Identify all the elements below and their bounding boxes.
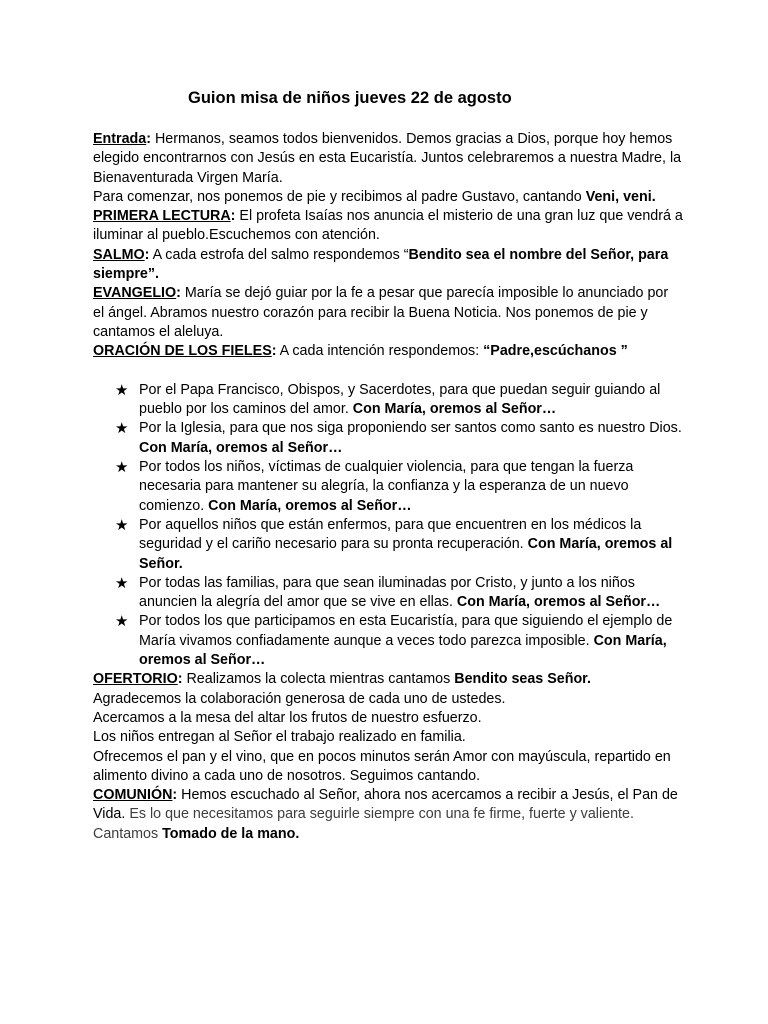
- salmo-text: A cada estrofa del salmo respondemos “: [149, 246, 409, 263]
- primera-lectura-colon: :: [230, 208, 236, 225]
- comenzar-song: Veni, veni.: [585, 188, 656, 205]
- oracion-label: ORACIÓN DE LOS FIELES: [93, 343, 272, 360]
- intencion-response: Con María, oremos al Señor…: [352, 401, 557, 418]
- salmo-paragraph: [93, 246, 683, 285]
- entrada-label: Entrada: [93, 131, 147, 147]
- oracion-response: “Padre,escúchanos ”: [483, 343, 628, 360]
- entrada-text: Hermanos, seamos todos bienvenidos. Demos gracias a Dios, porque hoy hemos elegido encontrarnos con Jesús en esta Eucaristía. Juntos celebraremos a nuestra Madre, la Bienaventurada Virgen María.: [93, 131, 682, 186]
- evangelio-paragraph: [93, 284, 683, 342]
- comunion-paragraph: [93, 786, 683, 844]
- intencion-text: Por todos los que participamos en esta Eucaristía, para que siguiendo el ejemplo de María vivamos confiadamente aunque a veces todo parezca imposible.: [139, 613, 673, 649]
- ofertorio-paragraph: [93, 670, 683, 689]
- salmo-response: Bendito sea el nombre del Señor, para siempre”.: [93, 246, 669, 283]
- star-icon: ★: [115, 420, 129, 438]
- intencion-text: Por todos los niños, víctimas de cualquier violencia, para que tengan la fuerza necesaria para mantener su alegría, la confianza y la esperanza de un nuevo comienzo.: [139, 459, 634, 514]
- star-icon: ★: [115, 381, 129, 399]
- ofertorio-label: OFERTORIO: [93, 671, 178, 688]
- comunion-text: Hemos escuchado al Señor, ahora nos acercamos a recibir a Jesús, el Pan de Vida.: [93, 787, 678, 823]
- comunion-colon: :: [172, 787, 178, 804]
- ofertorio-song: Bendito seas Señor.: [454, 671, 591, 688]
- star-icon: ★: [115, 459, 129, 477]
- comunion-label: COMUNIÓN: [93, 787, 173, 804]
- intencion-item: [93, 516, 683, 574]
- intencion-text: Por la Iglesia, para que nos siga proponiendo ser santos como santo es nuestro Dios.: [139, 420, 682, 437]
- document-body: [93, 130, 683, 844]
- intencion-text: Por aquellos niños que están enfermos, para que encuentren en los médicos la seguridad y el cariño necesario para su pronta recuperación.: [139, 516, 642, 553]
- star-icon: ★: [115, 574, 129, 592]
- primera-lectura-label: PRIMERA LECTURA: [93, 208, 231, 225]
- ofertorio-line: Acercamos a la mesa del altar los frutos de nuestro esfuerzo.: [93, 709, 482, 726]
- salmo-label: SALMO: [93, 246, 145, 263]
- evangelio-label: EVANGELIO: [93, 285, 177, 302]
- evangelio-text: María se dejó guiar por la fe a pesar que parecía imposible lo anunciado por el ángel. Abramos nuestro corazón para recibir la Buena Noticia. Nos ponemos de pie y cantamos el aleluya.: [93, 285, 669, 340]
- blank-line: [93, 362, 683, 381]
- ofertorio-colon: :: [177, 671, 183, 688]
- intencion-text: Por el Papa Francisco, Obispos, y Sacerdotes, para que puedan seguir guiando al pueblo por los caminos del amor.: [139, 381, 661, 418]
- oracion-text: A cada intención respondemos:: [276, 343, 484, 360]
- intencion-item: [93, 458, 683, 516]
- comenzar-paragraph: [93, 188, 683, 207]
- comunion-text-gray: Es lo que necesitamos para seguirle siempre con una fe firme, fuerte y valiente. Cantamos: [93, 806, 634, 842]
- ofertorio-line: Agradecemos la colaboración generosa de cada uno de ustedes.: [93, 690, 506, 707]
- page-title: Guion misa de niños jueves 22 de agosto: [188, 89, 512, 107]
- intencion-response: Con María, oremos al Señor.: [139, 536, 673, 572]
- ofertorio-text: Realizamos la colecta mientras cantamos: [182, 671, 455, 688]
- intencion-text: Por todas las familias, para que sean iluminadas por Cristo, y junto a los niños anuncien la alegría del amor que se vive en ellas.: [139, 574, 635, 611]
- star-icon: ★: [115, 516, 129, 534]
- primera-lectura-text: El profeta Isaías nos anuncia el misterio de una gran luz que vendrá a iluminar al pueblo.Escuchemos con atención.: [93, 208, 683, 244]
- primera-lectura-paragraph: [93, 207, 683, 246]
- comenzar-text: Para comenzar, nos ponemos de pie y recibimos al padre Gustavo, cantando: [93, 188, 586, 205]
- intencion-response: Con María, oremos al Señor…: [456, 594, 661, 611]
- intencion-response: Con María, oremos al Señor…: [139, 632, 667, 669]
- intencion-item: [93, 574, 683, 613]
- star-icon: ★: [115, 613, 129, 631]
- ofertorio-line: Ofrecemos el pan y el vino, que en pocos minutos serán Amor con mayúscula, repartido en alimento divino a cada uno de nosotros. Seguimos cantando.: [93, 748, 671, 784]
- entrada-colon: :: [146, 131, 151, 147]
- entrada-paragraph: [93, 130, 683, 188]
- comunion-song: Tomado de la mano.: [162, 825, 300, 842]
- ofertorio-line: Los niños entregan al Señor el trabajo realizado en familia.: [93, 729, 466, 746]
- intencion-item: [93, 612, 683, 670]
- intencion-item: [93, 419, 683, 458]
- evangelio-colon: :: [176, 285, 181, 302]
- intencion-response: Con María, oremos al Señor…: [139, 439, 343, 456]
- oracion-paragraph: [93, 342, 683, 361]
- intencion-item: [93, 381, 683, 420]
- oracion-colon: :: [271, 343, 277, 360]
- intencion-response: Con María, oremos al Señor…: [208, 497, 412, 514]
- salmo-colon: :: [144, 246, 150, 263]
- intenciones-list: [93, 381, 683, 670]
